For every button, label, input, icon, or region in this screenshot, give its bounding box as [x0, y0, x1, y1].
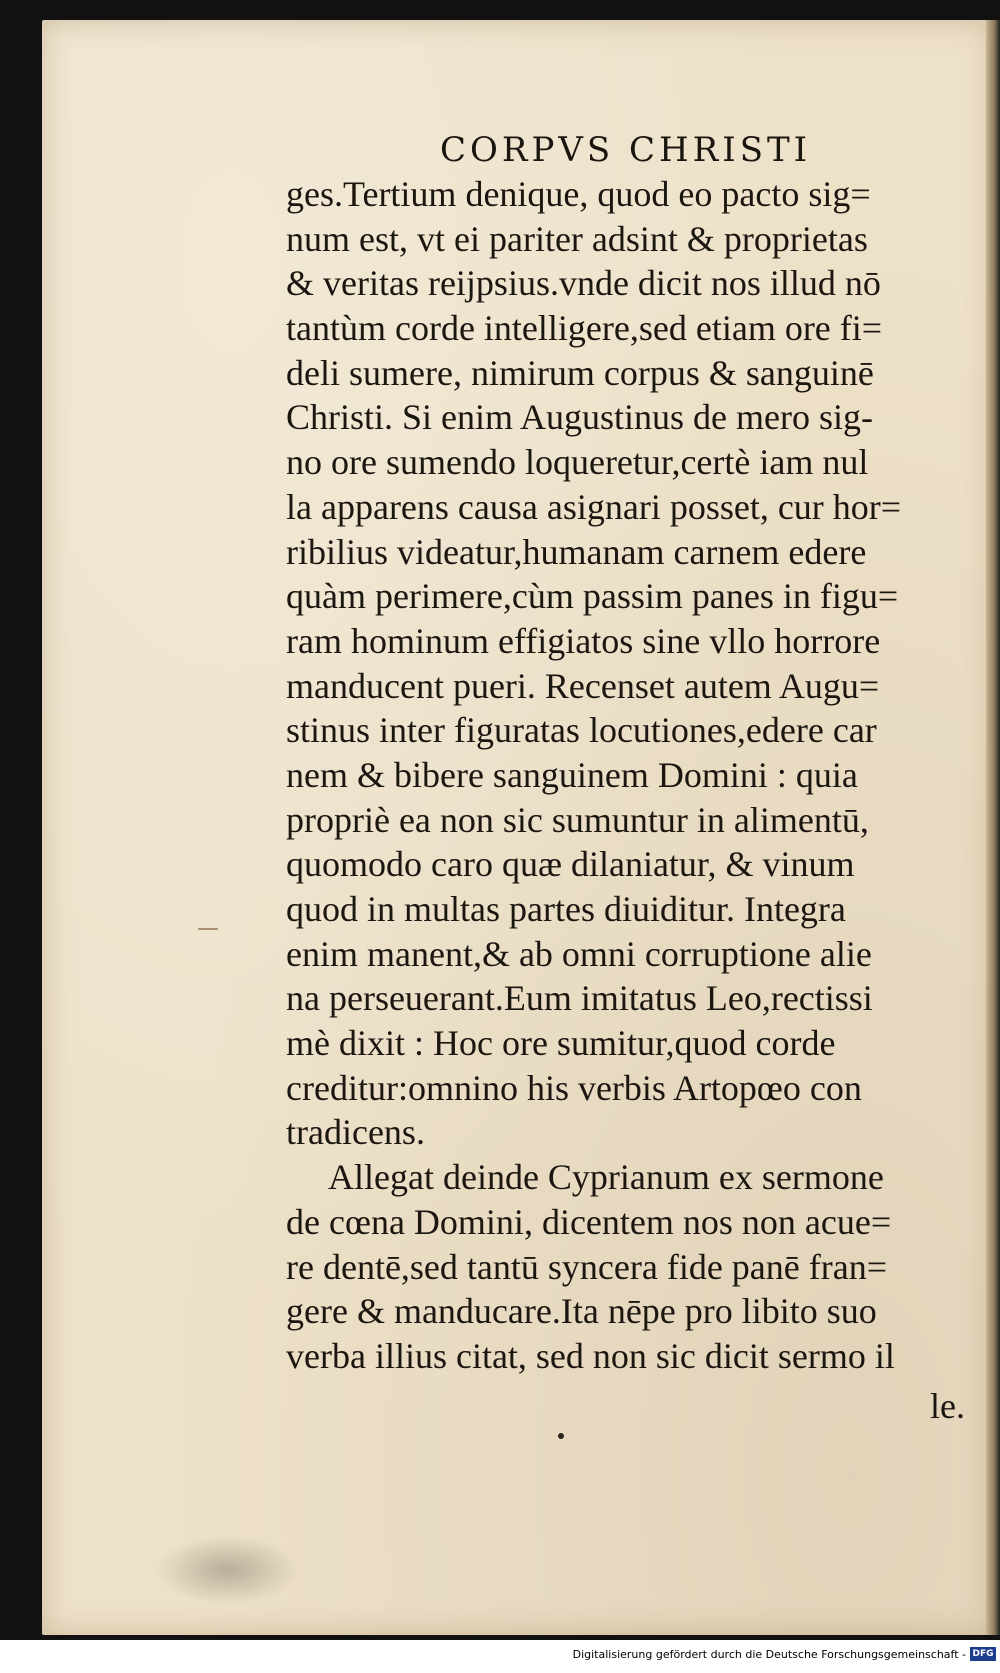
text-line: gere & manducare.Ita nēpe pro libito suo: [286, 1291, 877, 1332]
text-line: & veritas reijpsius.vnde dicit nos illud nō: [286, 263, 881, 304]
text-line: ges.Tertium denique, quod eo pacto sig=: [286, 174, 871, 214]
dfg-logo: DFG: [970, 1647, 996, 1661]
margin-mark: [198, 928, 218, 930]
text-line: deli sumere, nimirum corpus & sanguinē: [286, 352, 874, 393]
text-line: Allegat deinde Cyprianum ex sermone: [328, 1157, 884, 1198]
text-line: tantùm corde intelligere,sed etiam ore fi=: [286, 308, 883, 349]
catchword: le.: [930, 1386, 965, 1426]
text-line: tradicens.: [286, 1112, 425, 1153]
text-line: quod in multas partes diuiditur. Integra: [286, 889, 846, 929]
text-line: stinus inter figuratas locutiones,edere car: [286, 710, 877, 751]
text-line: no ore sumendo loqueretur,certè iam nul: [286, 442, 869, 483]
text-line: re dentē,sed tantū syncera fide panē fran=: [286, 1246, 888, 1287]
text-line: num est, vt ei pariter adsint & proprietas: [286, 218, 868, 259]
text-line: ribilius videatur,humanam carnem edere: [286, 531, 867, 572]
text-line: creditur:omnino his verbis Artopœo con: [286, 1067, 862, 1108]
body-text: [286, 172, 976, 1379]
text-line: verba illius citat, sed non sic dicit sermo il: [286, 1335, 895, 1376]
text-line: manducent pueri. Recenset autem Augu=: [286, 665, 880, 706]
text-line: enim manent,& ab omni corruptione alie: [286, 933, 872, 974]
text-line: mè dixit : Hoc ore sumitur,quod corde: [286, 1023, 836, 1064]
footer-bar: [0, 1644, 1000, 1673]
text-line: Christi. Si enim Augustinus de mero sig-: [286, 397, 874, 438]
digitization-credit: Digitalisierung gefördert durch die Deutsche Forschungsgemeinschaft -: [572, 1648, 966, 1661]
text-line: na perseuerant.Eum imitatus Leo,rectissi: [286, 978, 873, 1019]
text-line: quàm perimere,cùm passim panes in figu=: [286, 576, 899, 617]
text-line: nem & bibere sanguinem Domini : quia: [286, 754, 858, 795]
text-line: propriè ea non sic sumuntur in alimentū,: [286, 799, 869, 840]
running-head: CORPVS CHRISTI: [440, 130, 812, 170]
text-line: de cœna Domini, dicentem nos non acue=: [286, 1201, 892, 1242]
page-stain: [155, 1535, 300, 1605]
text-line: quomodo caro quæ dilaniatur, & vinum: [286, 844, 855, 885]
text-line: ram hominum effigiatos sine vllo horrore: [286, 620, 881, 661]
ink-dot: [558, 1433, 564, 1439]
page-edge: [986, 20, 1000, 1635]
text-line: la apparens causa asignari posset, cur hor=: [286, 486, 902, 527]
